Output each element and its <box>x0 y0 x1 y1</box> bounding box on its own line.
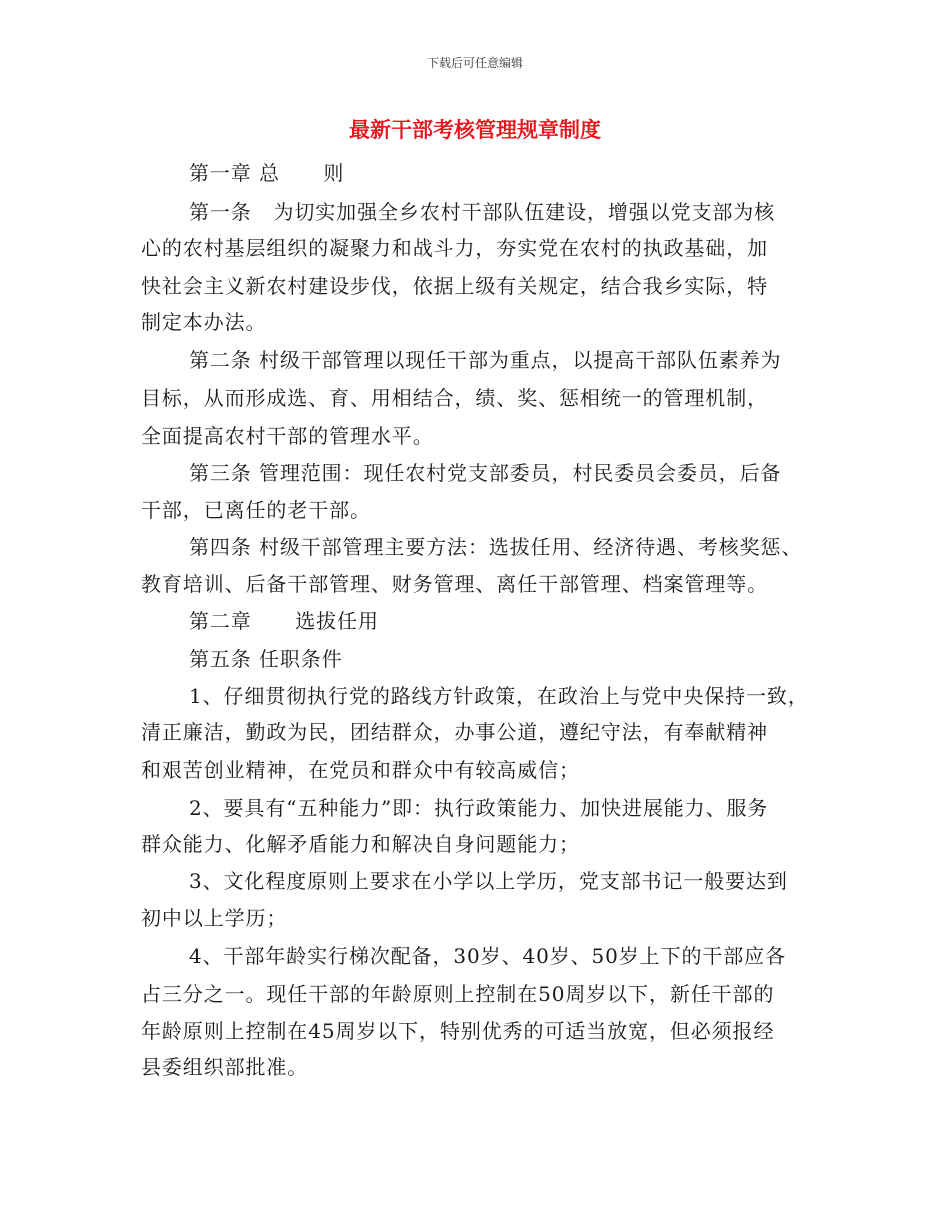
body-line: 全面提高农村干部的管理水平。 <box>141 424 434 448</box>
body-line: 目标，从而形成选、育、用相结合，绩、奖、惩相统一的管理机制， <box>141 386 768 410</box>
body-line: 和艰苦创业精神，在党员和群众中有较高威信； <box>141 758 580 782</box>
body-line: 3、文化程度原则上要求在小学以上学历，党支部书记一般要达到 <box>189 869 788 893</box>
body-line: 第一条 为切实加强全乡农村干部队伍建设，增强以党支部为核 <box>189 200 776 224</box>
body-line: 第四条 村级干部管理主要方法：选拔任用、经济待遇、考核奖惩、 <box>189 535 803 559</box>
body-line: 群众能力、化解矛盾能力和解决自身问题能力； <box>141 832 580 856</box>
body-line: 心的农村基层组织的凝聚力和战斗力，夯实党在农村的执政基础，加 <box>141 236 768 260</box>
body-line: 4、干部年龄实行梯次配备，30岁、40岁、50岁上下的干部应各 <box>189 944 786 968</box>
chapter-heading: 第二章 选拔任用 <box>189 609 379 633</box>
page-header: 下载后可任意编辑 <box>426 56 523 70</box>
body-line: 初中以上学历； <box>141 906 288 930</box>
body-line: 县委组织部批准。 <box>141 1055 309 1079</box>
body-line: 占三分之一。现任干部的年龄原则上控制在50周岁以下，新任干部的 <box>141 982 775 1006</box>
body-line: 2、要具有“五种能力”即：执行政策能力、加快进展能力、服务 <box>189 796 769 820</box>
body-line: 快社会主义新农村建设步伐，依据上级有关规定，结合我乡实际，特 <box>141 274 768 298</box>
body-line: 制定本办法。 <box>141 310 267 334</box>
body-line: 第三条 管理范围：现任农村党支部委员，村民委员会委员，后备 <box>189 461 782 485</box>
chapter-heading: 第一章 总 则 <box>189 161 345 185</box>
body-line: 年龄原则上控制在45周岁以下，特别优秀的可适当放宽，但必须报经 <box>141 1019 775 1043</box>
body-line: 教育培训、后备干部管理、财务管理、离任干部管理、档案管理等。 <box>141 572 768 596</box>
body-line: 第二条 村级干部管理以现任干部为重点，以提高干部队伍素养为 <box>189 348 782 372</box>
document-title: 最新干部考核管理规章制度 <box>349 118 601 142</box>
body-line: 第五条 任职条件 <box>189 647 343 671</box>
body-line: 清正廉洁，勤政为民，团结群众，办事公道，遵纪守法，有奉献精神 <box>141 720 768 744</box>
body-line: 1、仔细贯彻执行党的路线方针政策，在政治上与党中央保持一致， <box>189 684 809 708</box>
body-line: 干部，已离任的老干部。 <box>141 498 371 522</box>
